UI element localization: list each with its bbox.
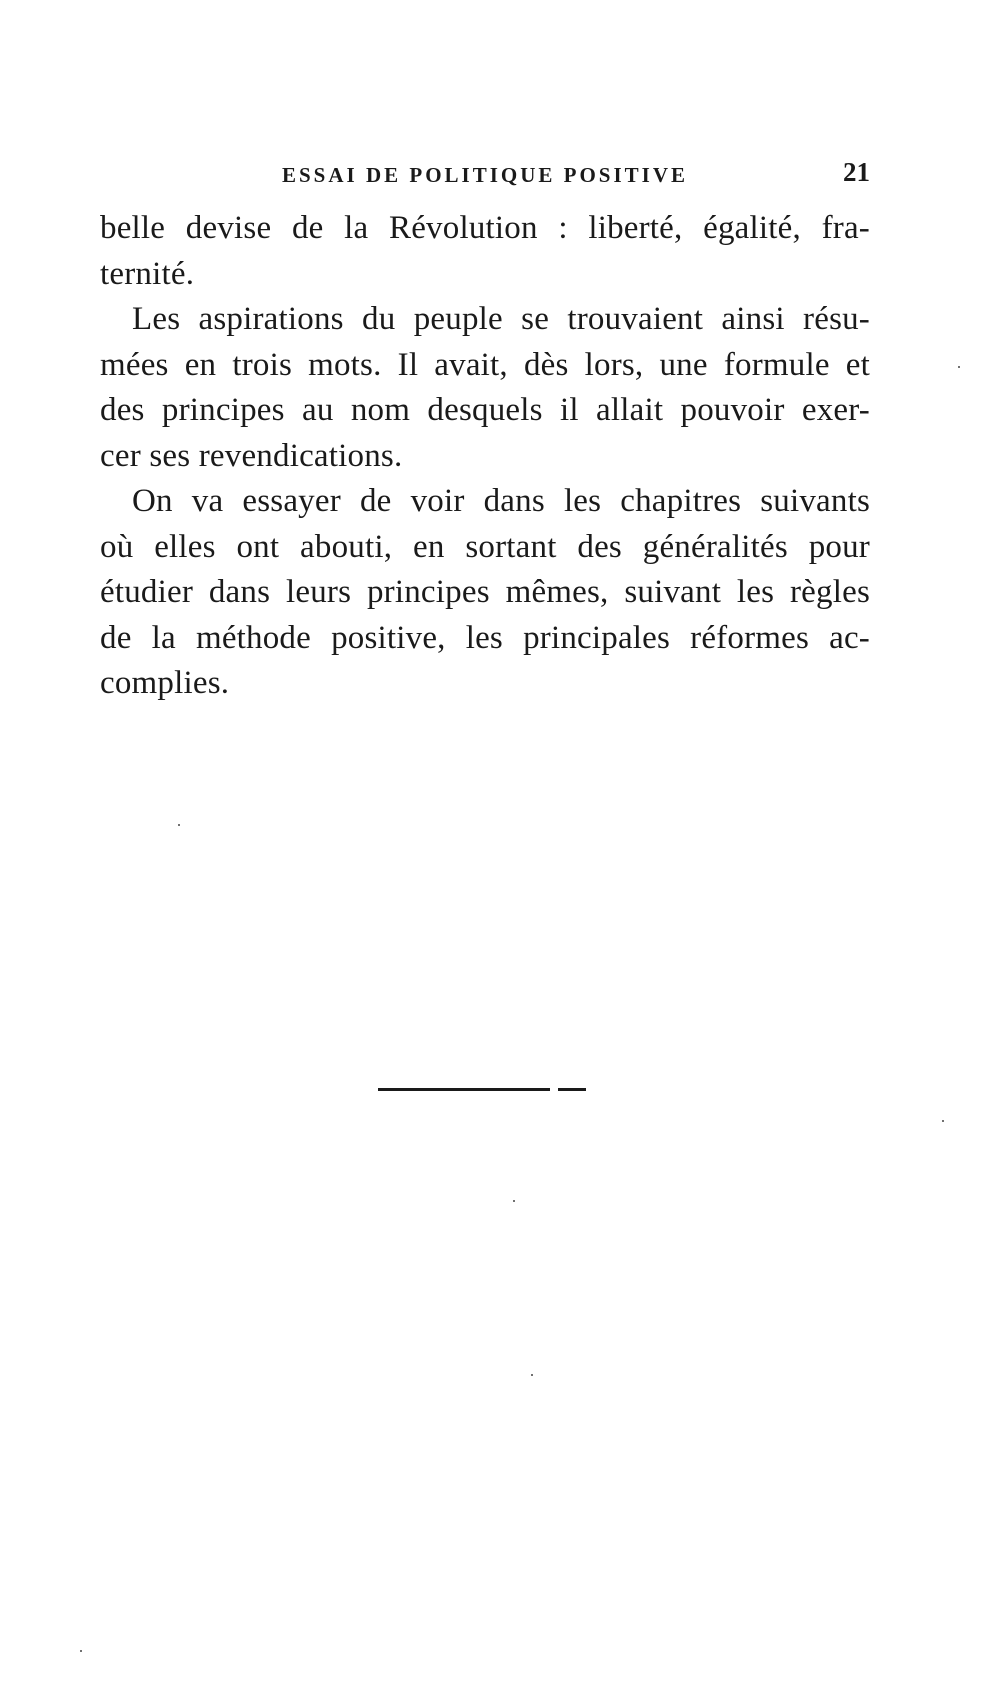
text-line: Les aspirations du peuple se trouvaient ainsi résu- [132, 301, 870, 337]
end-of-chapter-rule-short [558, 1088, 586, 1091]
scan-speck [513, 1200, 515, 1202]
running-title: ESSAI DE POLITIQUE POSITIVE [281, 163, 689, 187]
text-line: ternité. [100, 255, 195, 292]
scan-speck [178, 824, 180, 826]
text-line: cer ses revendications. [100, 437, 403, 474]
text-line: belle devise de la Révolution : liberté, égalité, fra- [100, 210, 870, 246]
scan-speck [531, 1374, 533, 1376]
text-line: des principes au nom desquels il allait pouvoir exer- [100, 392, 870, 428]
running-head [100, 155, 870, 195]
text-line: complies. [100, 665, 230, 701]
page-number: 21 [843, 157, 870, 187]
text-line: étudier dans leurs principes mêmes, suivant les règles [100, 574, 870, 610]
scan-speck [958, 366, 960, 368]
end-of-chapter-rule [378, 1088, 550, 1091]
text-line: de la méthode positive, les principales réformes ac- [100, 619, 870, 656]
text-line: On va essayer de voir dans les chapitres suivants [132, 483, 870, 519]
body-text [100, 206, 870, 707]
text-line: mées en trois mots. Il avait, dès lors, une formule et [100, 346, 870, 383]
scan-speck [80, 1650, 82, 1652]
scan-speck [942, 1120, 944, 1122]
text-line: où elles ont abouti, en sortant des généralités pour [100, 528, 870, 565]
